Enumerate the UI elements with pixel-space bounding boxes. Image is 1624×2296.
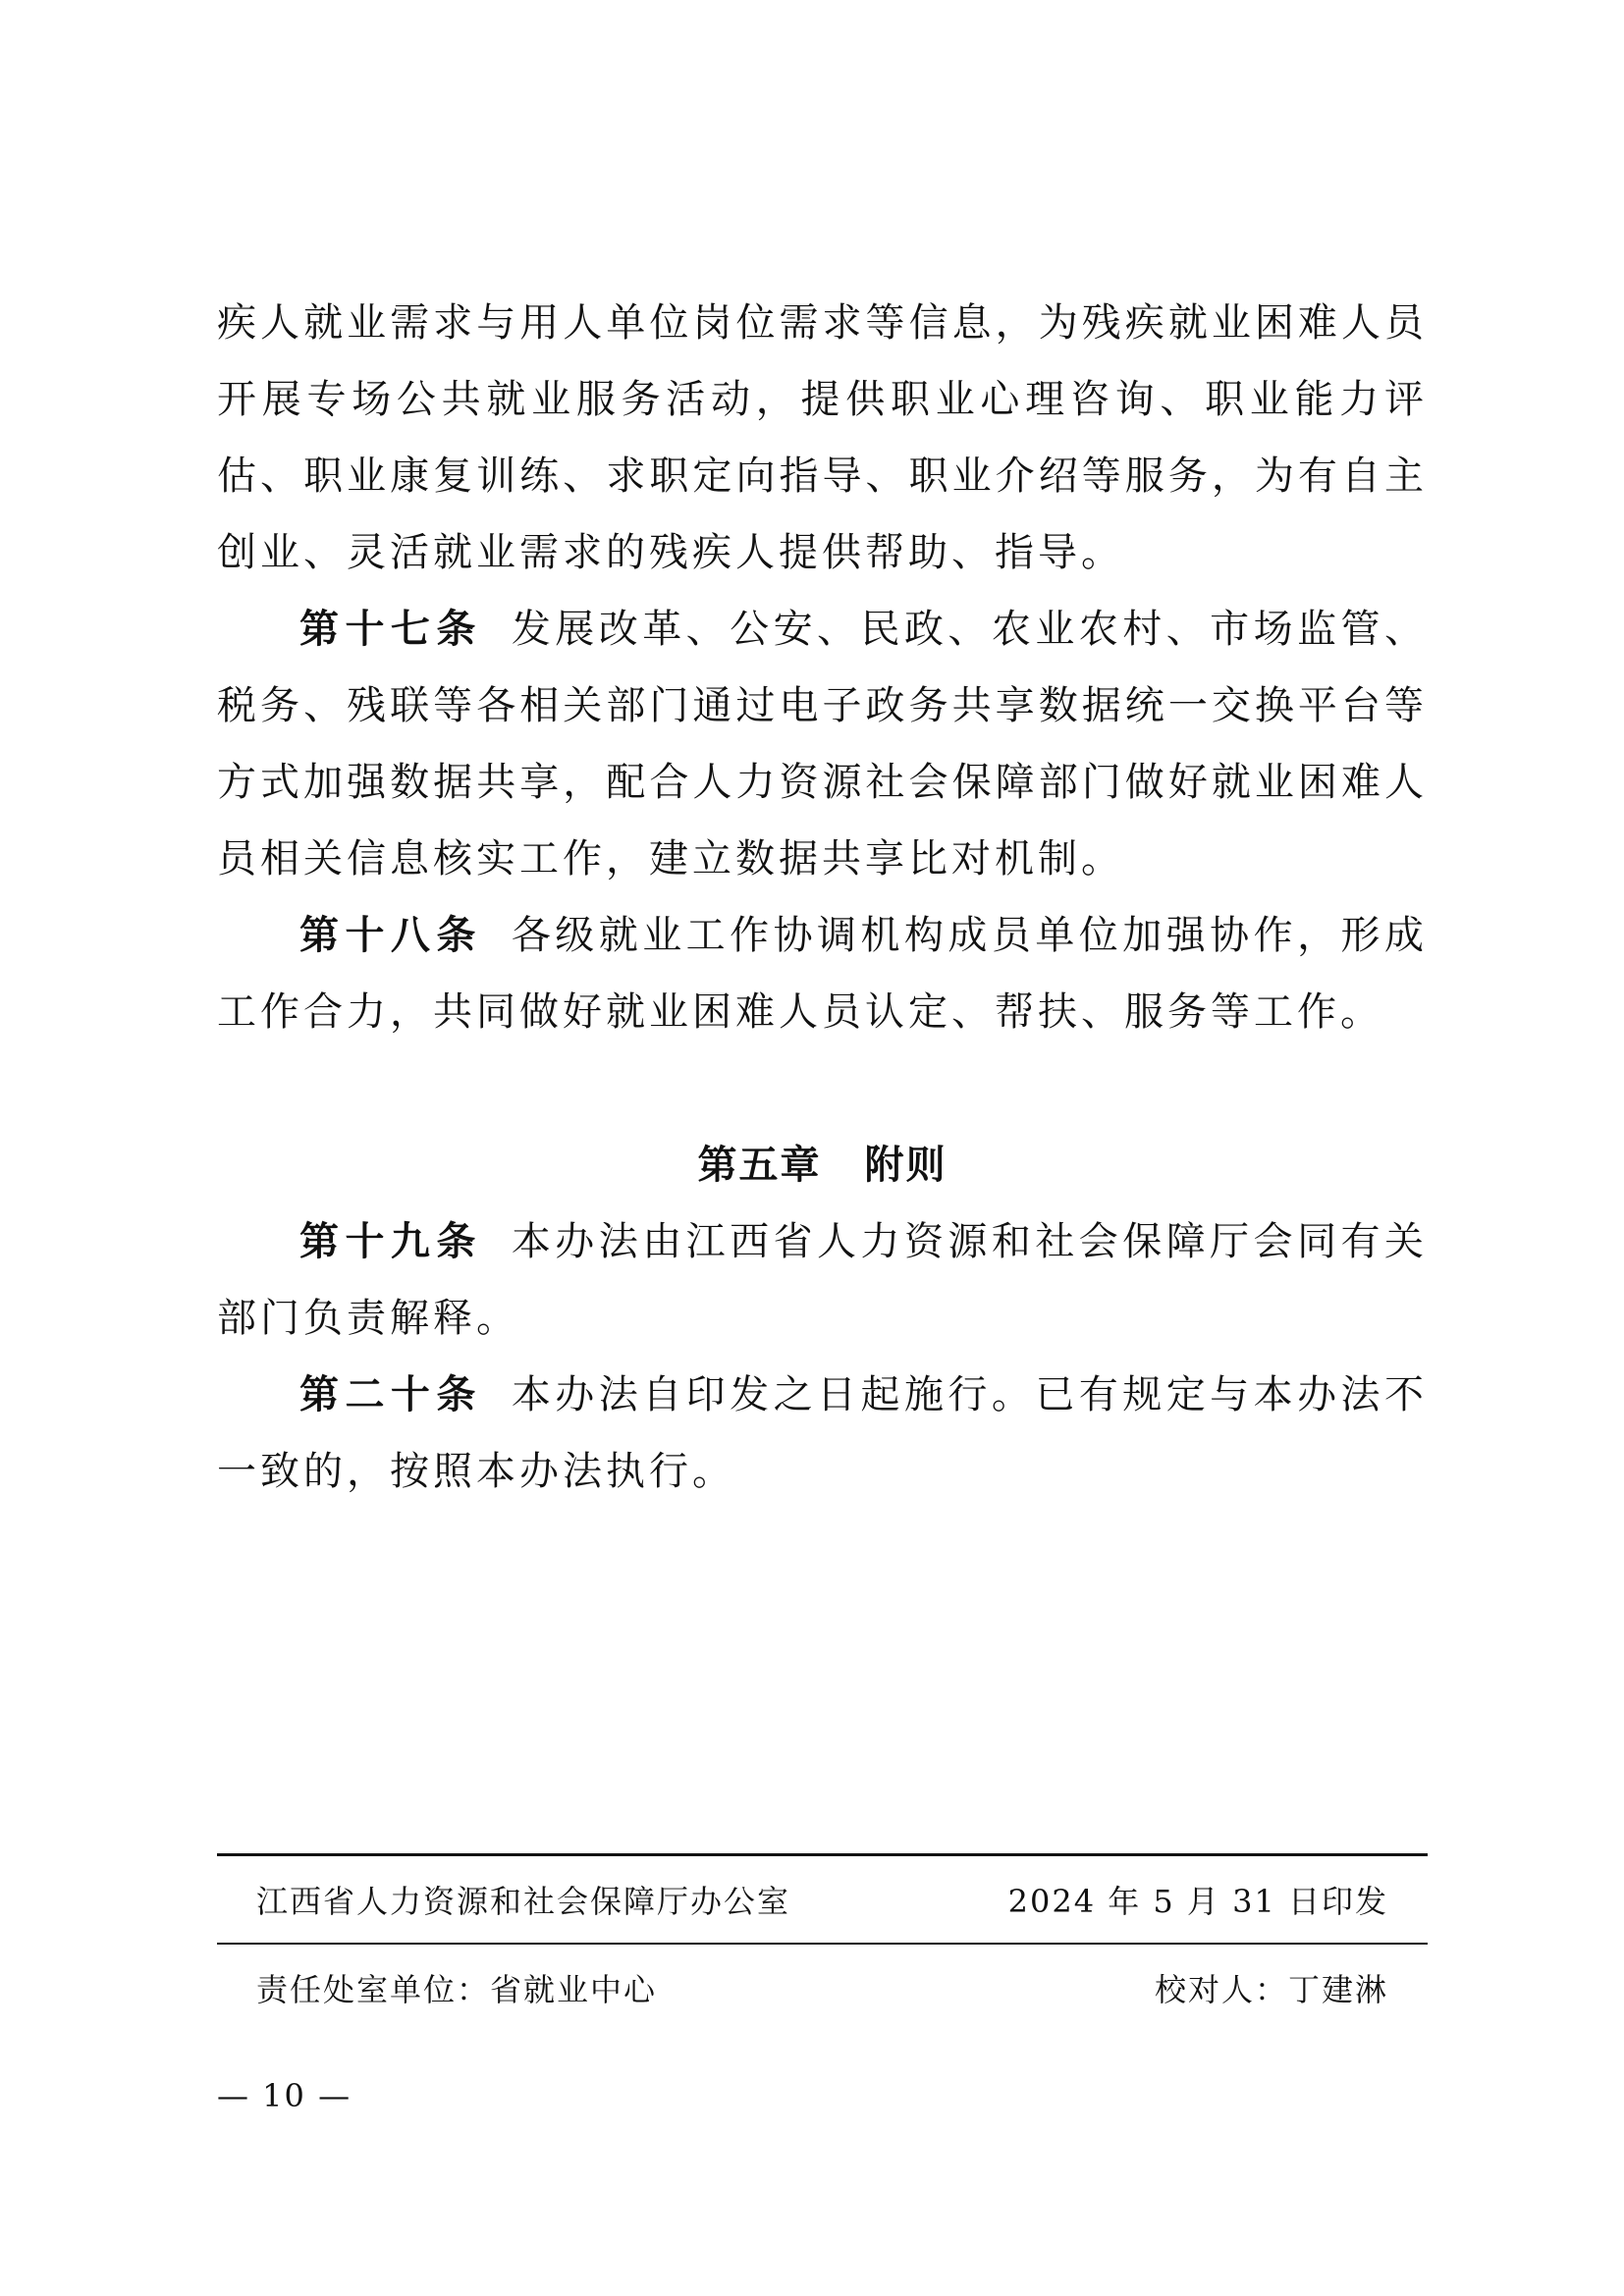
page-number: — 10 — xyxy=(217,2077,352,2114)
document-body xyxy=(217,285,1428,1510)
footer-issuer-row xyxy=(217,1856,1428,1943)
issuance-footer xyxy=(217,1853,1428,2031)
issue-date: 2024 年 5 月 31 日印发 xyxy=(1007,1883,1388,1920)
chapter-heading xyxy=(217,1127,1428,1203)
article-20 xyxy=(217,1357,1428,1510)
article-17 xyxy=(217,591,1428,897)
article-text: 本办法自印发之日起施行。已有规定与本办法不一致的，按照本办法执行。 xyxy=(217,1372,1429,1494)
article-label: 第十八条 xyxy=(299,913,482,958)
article-label: 第二十条 xyxy=(299,1372,482,1417)
article-text: 发展改革、公安、民政、农业农村、市场监管、税务、残联等各相关部门通过电子政务共享数据统一交换平台等方式加强数据共享，配合人力资源社会保障部门做好就业困难人员相关信息核实工作，建立数据共享比对机制。 xyxy=(217,607,1429,881)
paragraph-text: 疾人就业需求与用人单位岗位需求等信息，为残疾就业困难人员开展专场公共就业服务活动，提供职业心理咨询、职业能力评估、职业康复训练、求职定向指导、职业介绍等服务，为有自主创业、灵活就业需求的残疾人提供帮助、指导。 xyxy=(217,300,1428,575)
article-19 xyxy=(217,1203,1428,1357)
footer-responsibility-row xyxy=(217,1945,1428,2031)
chapter-number: 第五章 xyxy=(697,1143,822,1188)
issuer-name: 江西省人力资源和社会保障厅办公室 xyxy=(256,1883,791,1920)
proofreader: 校对人：丁建淋 xyxy=(1154,1971,1388,2008)
article-label: 第十七条 xyxy=(299,607,482,652)
article-label: 第十九条 xyxy=(299,1219,482,1264)
responsible-unit: 责任处室单位：省就业中心 xyxy=(256,1971,658,2008)
chapter-title: 附则 xyxy=(864,1143,947,1188)
article-18 xyxy=(217,897,1428,1050)
paragraph-continuation xyxy=(217,285,1428,591)
article-text: 各级就业工作协调机构成员单位加强协作，形成工作合力，共同做好就业困难人员认定、帮扶、服务等工作。 xyxy=(217,913,1429,1035)
article-text: 本办法由江西省人力资源和社会保障厅会同有关部门负责解释。 xyxy=(217,1219,1429,1341)
